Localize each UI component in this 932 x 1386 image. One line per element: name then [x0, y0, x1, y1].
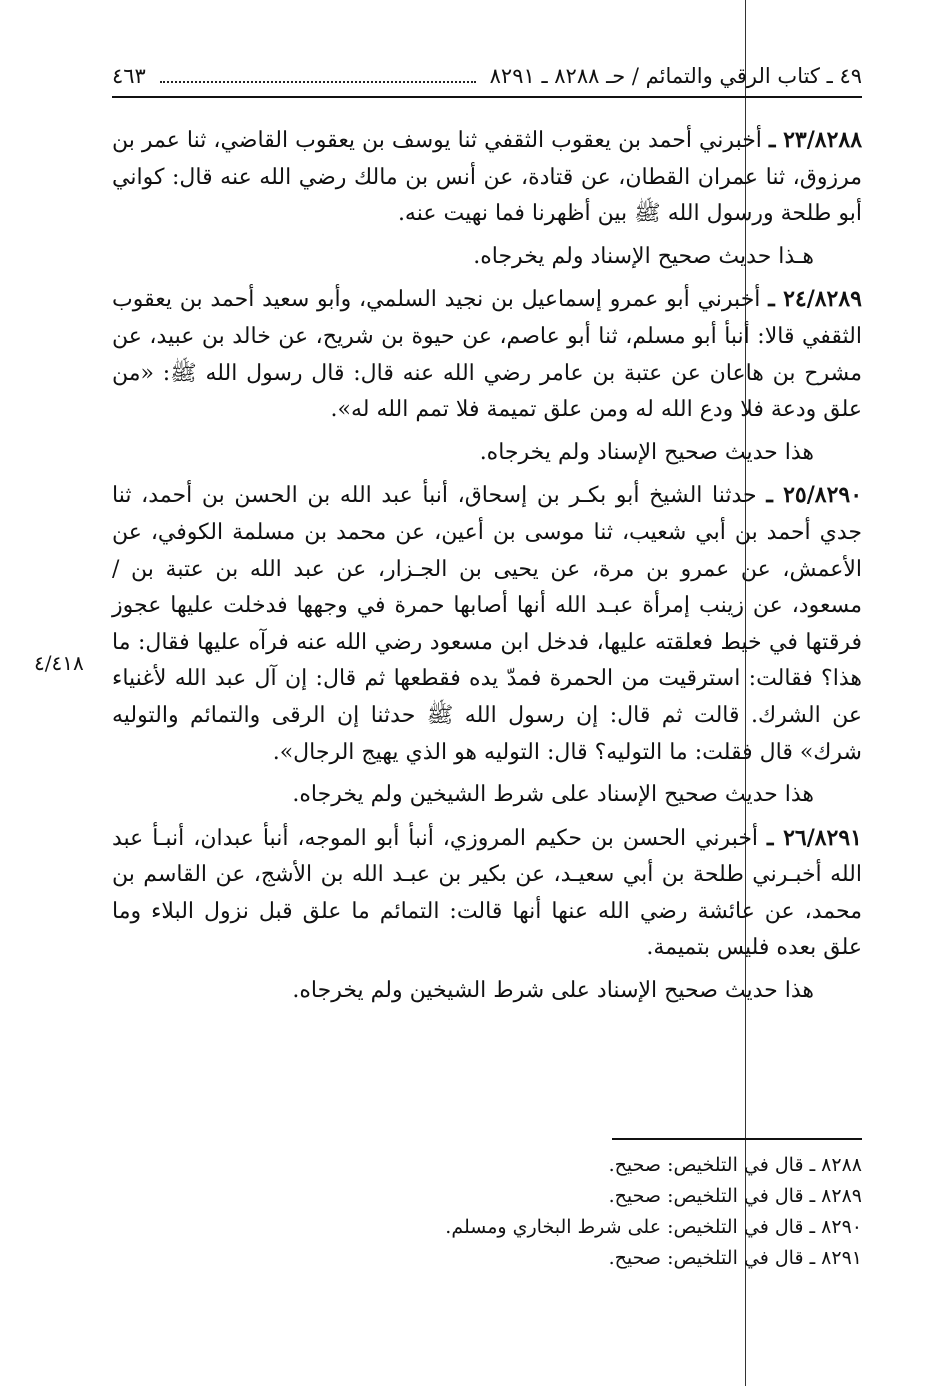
footnotes	[112, 1150, 862, 1274]
header-title: ٤٩ ـ كتاب الرقي والتمائم / حـ ٨٢٨٨ ـ ٨٢٩١	[489, 64, 862, 88]
footnote: ٨٢٨٨ ـ قال في التلخيص: صحيح.	[608, 1154, 862, 1176]
hadith-verdict: هـذا حديث صحيح الإسناد ولم يخرجاه.	[473, 243, 814, 269]
hadith-8290	[112, 477, 862, 771]
hadith-text: أخبرني أبو عمرو إسماعيل بن نجيد السلمي، وأبو سعيد أحمد بن يعقوب الثقفي قالا: أنبأ أبو مسلم، ثنا أبو عاصم، عن حيوة بن شريح، عن خالد بن عبيد، عن مشرح بن هاعان عن عتبة بن عامر رضي الله عنه قال: قال رسول الله ﷺ: «من علق ودعة فلا ودع الله له ومن علق تميمة فلا تمم الله له».	[112, 287, 862, 423]
hadith-8289	[112, 281, 862, 428]
footnote: ٨٢٩٠ ـ قال في التلخيص: على شرط البخاري ومسلم.	[445, 1216, 862, 1238]
running-header	[112, 58, 862, 94]
hadith-number: ٢٦/٨٢٩١ ـ	[767, 824, 862, 851]
hadith-verdict: هذا حديث صحيح الإسناد على شرط الشيخين ولم يخرجاه.	[292, 978, 814, 1004]
hadith-number: ٢٣/٨٢٨٨ ـ	[768, 127, 863, 153]
hadith-verdict: هذا حديث صحيح الإسناد على شرط الشيخين ولم يخرجاه.	[292, 782, 814, 808]
footnote: ٨٢٨٩ ـ قال في التلخيص: صحيح.	[608, 1185, 862, 1207]
main-text	[112, 122, 862, 1016]
hadith-text: أخبرني أحمد بن يعقوب الثقفي ثنا يوسف بن يعقوب القاضي، ثنا عمر بن مرزوق، ثنا عمران القطان، عن قتادة، عن أنس بن مالك رضي الله عنه قال: كواني أبو طلحة ورسول الله ﷺ بين أظهرنا فما نهيت عنه.	[112, 128, 862, 227]
page-number: ٤٦٣	[112, 64, 146, 88]
hadith-number: ٢٤/٨٢٨٩ ـ	[768, 286, 862, 313]
header-rule	[112, 96, 862, 98]
hadith-8291	[112, 820, 862, 967]
hadith-number: ٢٥/٨٢٩٠ ـ	[766, 482, 863, 509]
hadith-8288	[112, 122, 862, 233]
footnote-rule	[612, 1138, 862, 1140]
header-leader-dots	[160, 81, 476, 83]
hadith-text: حدثنا الشيخ أبو بكـر بن إسحاق، أنبأ عبد الله بن الحسن بن أحمد، ثنا جدي أحمد بن أبي شعيب، ثنا موسى بن أعين، عن محمد بن مسلمة الكوفي، عن الأعمش، عن عمرو بن مرة، عن يحيى بن الجـزار، عن عبد الله بن عتبة بن / مسعود، عن زينب إمرأة عبـد الله أنها أصابها حمرة في وجهها فدخلت عليها عجوز فرقتها في خيط فعلقته عليها، فدخل ابن مسعود رضي الله عنه فرآه عليها فقال: ما هذا؟ فقالت: استرقيت من الحمرة فمدّ يده فقطعها ثم قال: إن آل عبد الله لأغنياء عن الشرك. قالت ثم قال: إن رسول الله ﷺ حدثنا إن الرقى والتمائم والتوليه شرك» قال فقلت: ما التوليه؟ قال: التوليه هو الذي يهيج الرجال».	[112, 483, 862, 765]
footnote: ٨٢٩١ ـ قال في التلخيص: صحيح.	[608, 1247, 862, 1269]
margin-reference: ٤/٤١٨	[34, 651, 84, 675]
hadith-verdict: هذا حديث صحيح الإسناد ولم يخرجاه.	[479, 439, 814, 465]
hadith-text: أخبرني الحسن بن حكيم المروزي، أنبأ أبو الموجه، أنبأ عبدان، أنبـأ عبد الله أخبـرني طلحة بن أبي سعيـد، عن بكير بن عبـد الله بن الأشج، عن القاسم بن محمد، عن عائشة رضي الله عنها أنها قالت: التمائم ما علق قبل نزول البلاء وما علق بعده فليس بتميمة.	[112, 825, 862, 961]
